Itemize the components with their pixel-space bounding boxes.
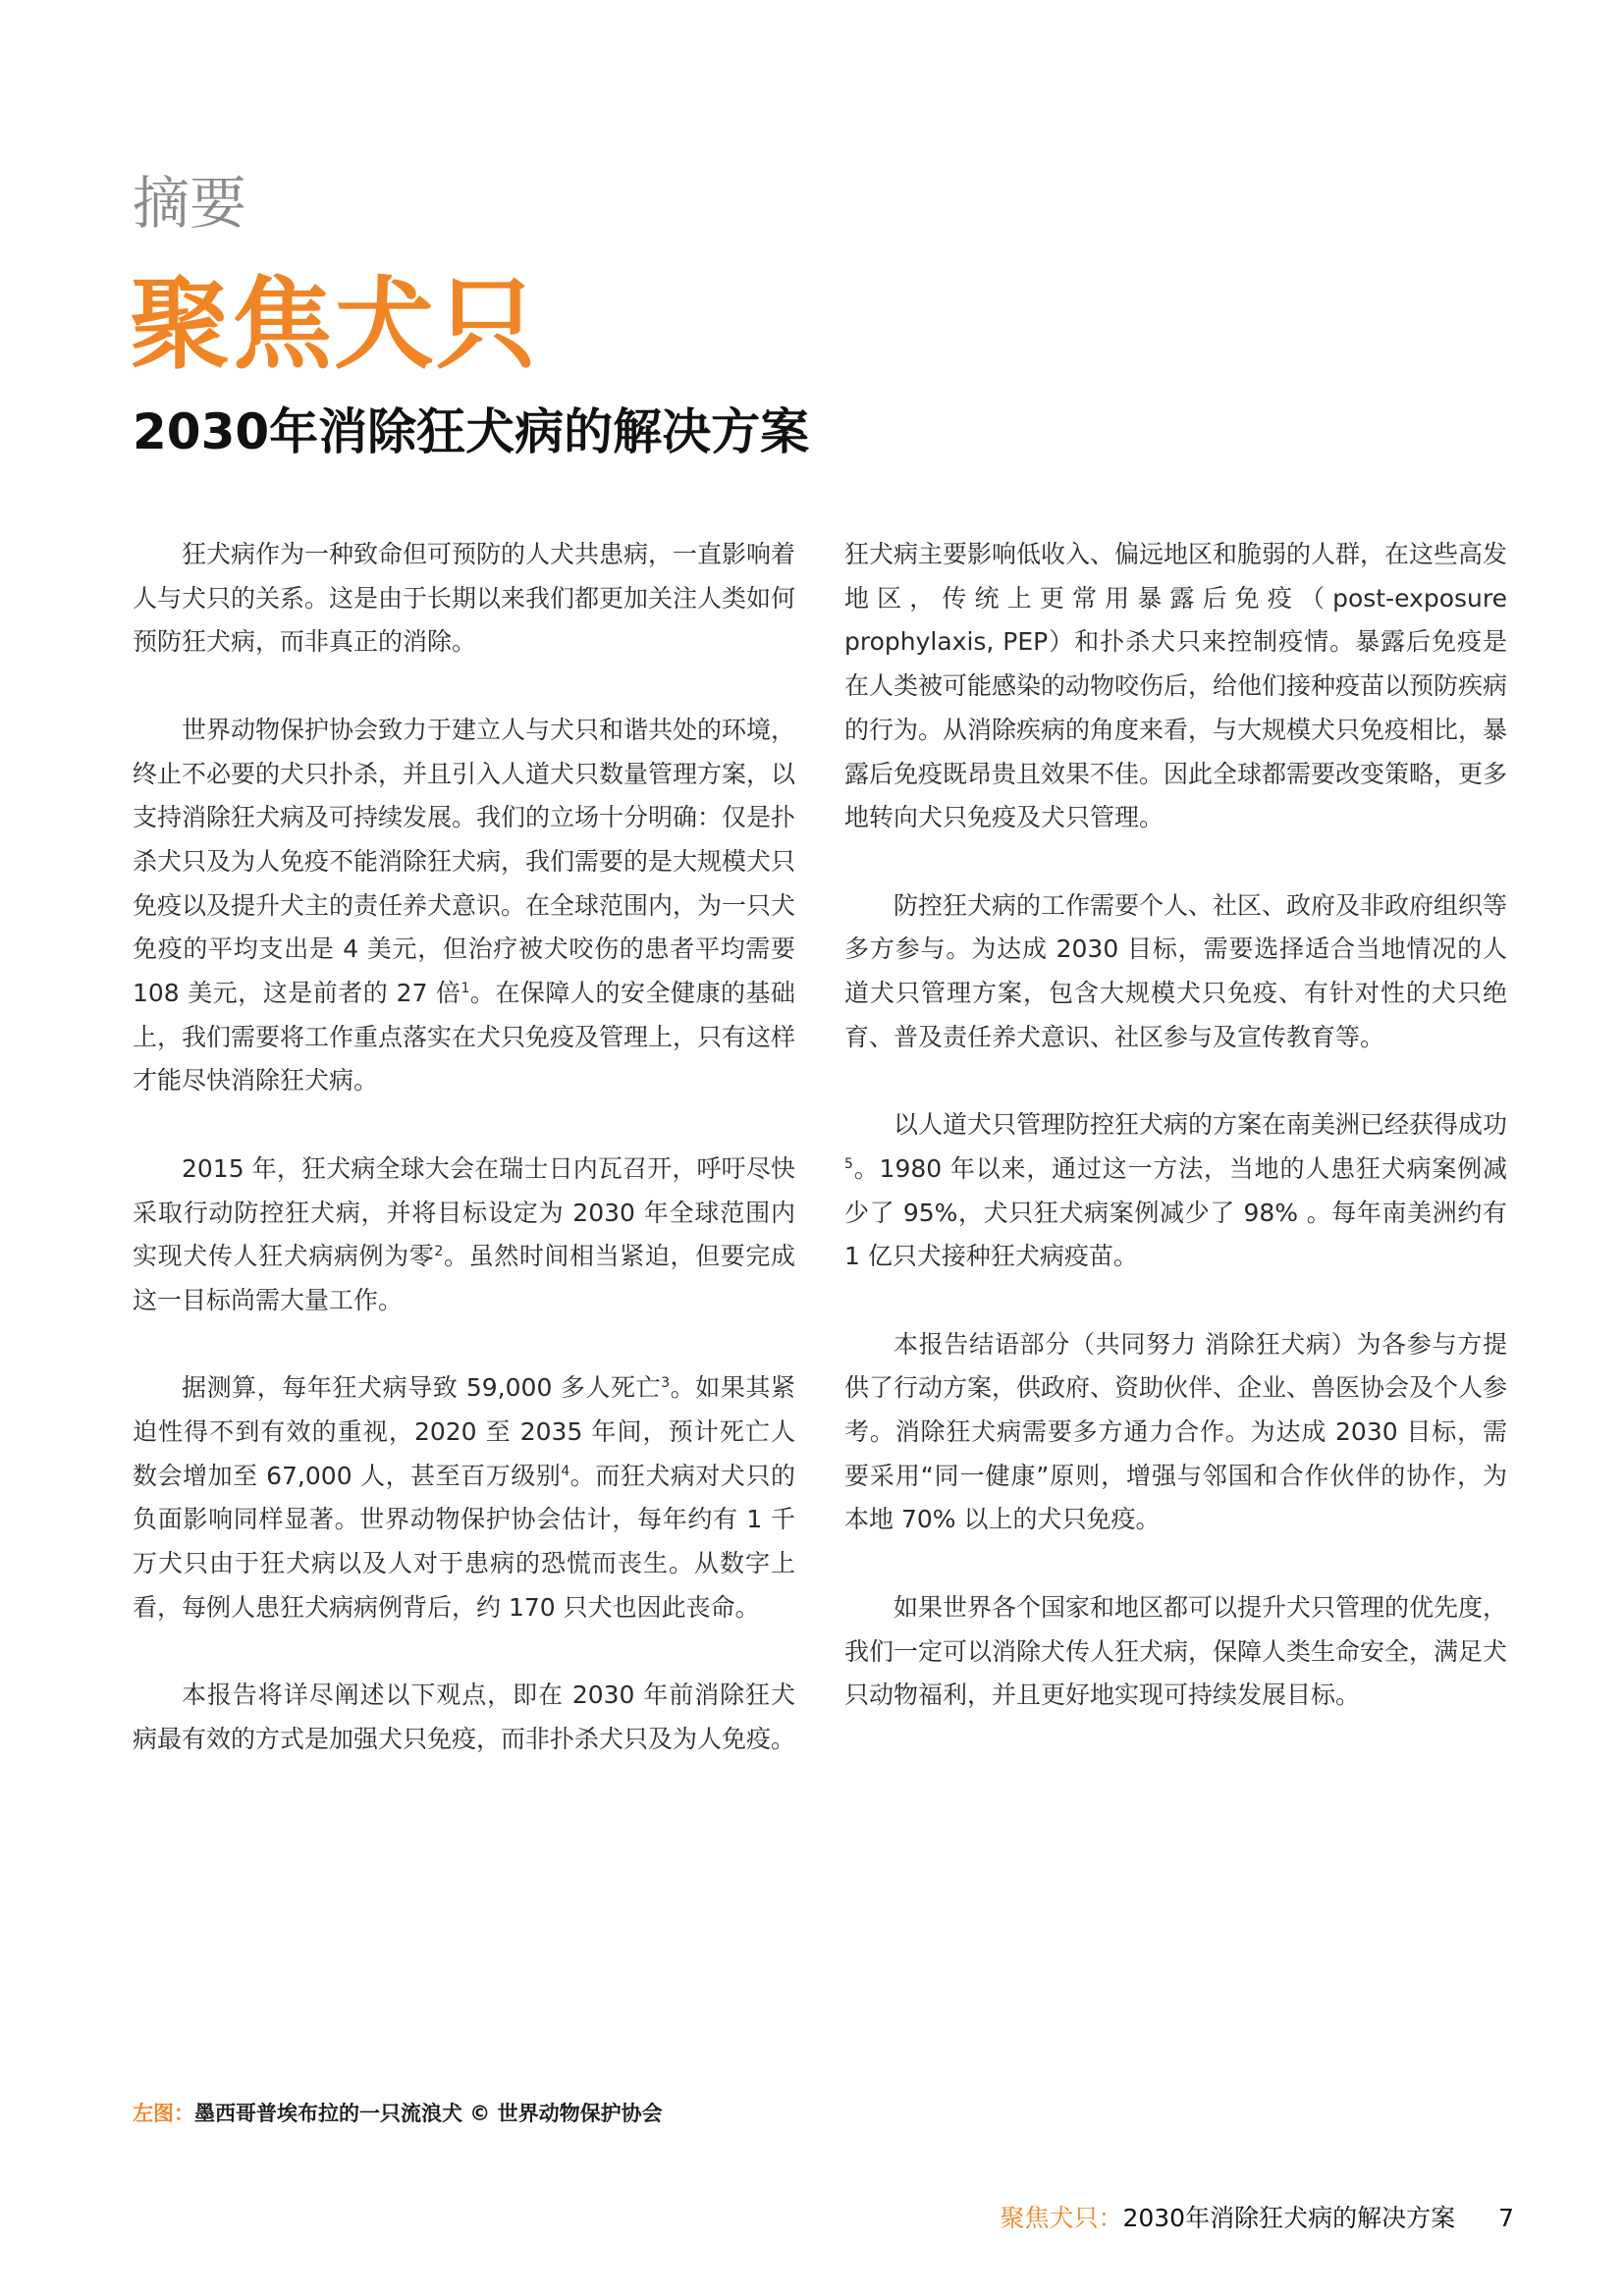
- footnote-ref[interactable]: 1: [460, 981, 470, 997]
- section-kicker: 摘要: [133, 170, 247, 237]
- footnote-ref[interactable]: 5: [844, 1155, 853, 1172]
- paragraph: 如果世界各个国家和地区都可以提升犬只管理的优先度，我们一定可以消除犬传人狂犬病，保障人类生命安全，满足犬只动物福利，并且更好地实现可持续发展目标。: [844, 1592, 1508, 1710]
- footer-title: 2030年消除狂犬病的解决方案: [1122, 2204, 1456, 2232]
- footnote-ref[interactable]: 4: [561, 1463, 570, 1479]
- paragraph: 狂犬病主要影响低收入、偏远地区和脆弱的人群，在这些高发地区，传统上更常用暴露后免疫（post-exposure prophylaxis, PEP）和扑杀犬只来控制疫情。暴露后免疫是在人类被可能感染的动物咬伤后，给他们接种疫苗以预防疾病的行为。从消除疾病的角度来看，与大规模犬只免疫相比，暴露后免疫既昂贵且效果不佳。因此全球都需要改变策略，更多地转向犬只免疫及犬只管理。: [844, 540, 1508, 832]
- footnote-ref[interactable]: 2: [434, 1244, 444, 1260]
- footnote-ref[interactable]: 3: [661, 1375, 671, 1392]
- paragraph: 以人道犬只管理防控狂犬病的方案在南美洲已经获得成功$^5$。1980 年以来，通过这一方法，当地的人患狂犬病案例减少了 95%，犬只狂犬病案例减少了 98% 。每年南美洲约有 1 亿只犬接种狂犬病疫苗。: [844, 1110, 1508, 1271]
- left-column: [133, 533, 795, 1762]
- paragraph: 本报告结语部分（共同努力 消除狂犬病）为各参与方提供了行动方案，供政府、资助伙伴、企业、兽医协会及个人参考。消除狂犬病需要多方通力合作。为达成 2030 目标，需要采用“同一健康”原则，增强与邻国和合作伙伴的协作，为本地 70% 以上的犬只免疫。: [844, 1329, 1508, 1534]
- paragraph: 狂犬病作为一种致命但可预防的人犬共患病，一直影响着人与犬只的关系。这是由于长期以来我们都更加关注人类如何预防狂犬病，而非真正的消除。: [133, 540, 796, 657]
- paragraph: 2015 年，狂犬病全球大会在瑞士日内瓦召开，呼吁尽快采取行动防控狂犬病，并将目标设定为 2030 年全球范围内实现犬传人狂犬病病例为零$^2$。虽然时间相当紧迫，但要完成这一目标尚需大量工作。: [133, 1153, 795, 1314]
- footer-brand: 聚焦犬只：: [1000, 2204, 1123, 2232]
- right-column: [844, 533, 1507, 1718]
- paragraph: 本报告将详尽阐述以下观点，即在 2030 年前消除狂犬病最有效的方式是加强犬只免疫，而非扑杀犬只及为人免疫。: [133, 1681, 796, 1753]
- image-caption: [133, 2098, 663, 2127]
- paragraph: 世界动物保护协会致力于建立人与犬只和谐共处的环境，终止不必要的犬只扑杀，并且引入人道犬只数量管理方案，以支持消除狂犬病及可持续发展。我们的立场十分明确：仅是扑杀犬只及为人免疫不能消除狂犬病，我们需要的是大规模犬只免疫以及提升犬主的责任养犬意识。在全球范围内，为一只犬免疫的平均支出是 4 美元，但治疗被犬咬伤的患者平均需要 108 美元，这是前者的 27 倍$^1$。在保障人的安全健康的基础上，我们需要将工作重点落实在犬只免疫及管理上，只有这样才能尽快消除狂犬病。: [133, 715, 796, 1095]
- paragraph: 防控狂犬病的工作需要个人、社区、政府及非政府组织等多方参与。为达成 2030 目标，需要选择适合当地情况的人道犬只管理方案，包含大规模犬只免疫、有针对性的犬只绝育、普及责任养犬意识、社区参与及宣传教育等。: [844, 890, 1508, 1051]
- caption-lead: 左图：: [133, 2102, 194, 2125]
- page-title: 聚焦犬只: [130, 267, 538, 384]
- paragraph: 据测算，每年狂犬病导致 59,000 多人死亡$^3$。如果其紧迫性得不到有效的重视，2020 至 2035 年间，预计死亡人数会增加至 67,000 人，甚至百万级别$^4$。而狂犬病对犬只的负面影响同样显著。世界动物保护协会估计，每年约有 1 千万犬只由于狂犬病以及人对于患病的恐慌而丧生。从数字上看，每例人患狂犬病病例背后，约 170 只犬也因此丧命。: [133, 1373, 795, 1622]
- page-number: 7: [1498, 2204, 1514, 2232]
- page-footer: [1000, 2199, 1514, 2234]
- page-subtitle: 2030年消除狂犬病的解决方案: [133, 403, 810, 460]
- caption-text: 墨西哥普埃布拉的一只流浪犬 © 世界动物保护协会: [194, 2102, 663, 2125]
